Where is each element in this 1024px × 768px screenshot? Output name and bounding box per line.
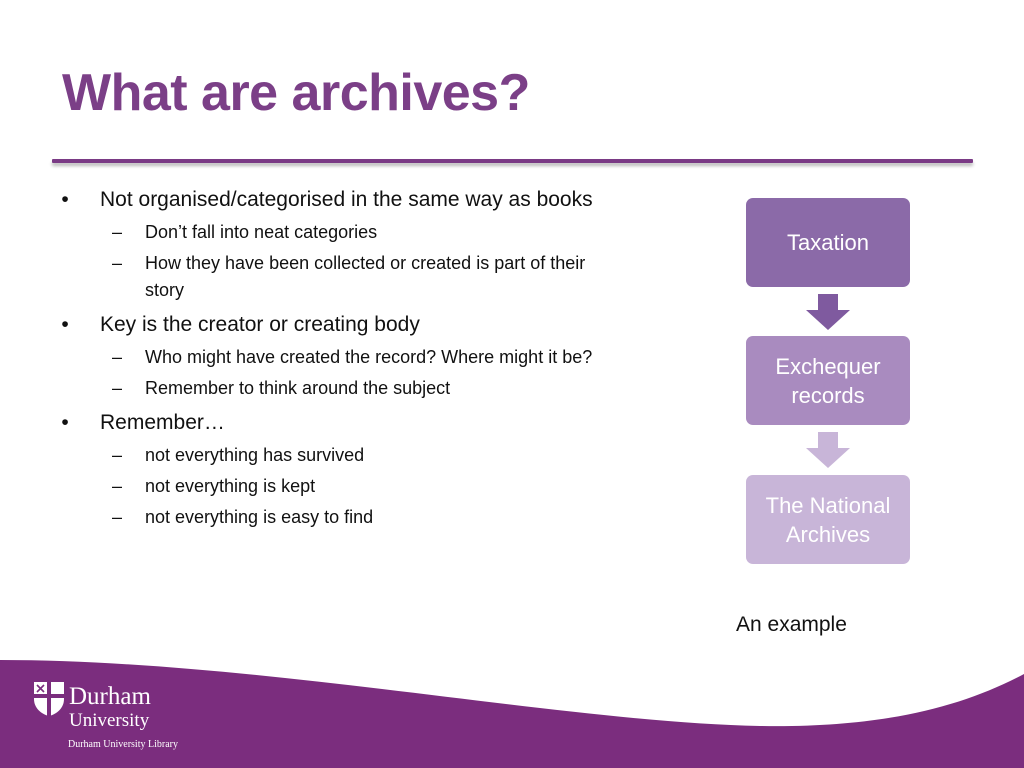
dash-marker: – <box>112 476 123 496</box>
sub-bullet-item <box>58 219 618 246</box>
sub-bullet-item <box>58 473 618 500</box>
sub-bullet-text: not everything has survived <box>145 445 365 465</box>
dash-marker: – <box>112 253 123 273</box>
logo-wordmark: Durham <box>69 683 151 710</box>
bullet-text: Key is the creator or creating body <box>100 313 420 336</box>
bullet-text: Not organised/categorised in the same way as books <box>100 188 593 211</box>
bullet-marker: • <box>61 188 69 211</box>
bullet-text: Remember… <box>100 411 225 434</box>
bullet-marker: • <box>61 313 69 336</box>
dash-marker: – <box>112 507 123 527</box>
crest-icon <box>33 681 65 717</box>
dash-marker: – <box>112 378 123 398</box>
sub-bullet-item <box>58 250 618 304</box>
library-name: Durham University Library <box>68 739 178 750</box>
bullet-list <box>58 185 618 531</box>
university-logo <box>33 681 193 755</box>
diagram-caption: An example <box>736 613 847 636</box>
down-arrow-icon <box>806 432 850 468</box>
process-box-exchequer-records <box>746 336 910 425</box>
sub-bullet-text: Remember to think around the subject <box>145 378 451 398</box>
dash-marker: – <box>112 222 123 242</box>
logo-subtitle: University <box>69 710 150 731</box>
process-box-taxation <box>746 198 910 287</box>
slide-title: What are archives? <box>62 64 530 122</box>
bullet-marker: • <box>61 411 69 434</box>
bullet-item <box>58 310 618 340</box>
process-box-label: The National Archives <box>765 492 891 547</box>
sub-bullet-item <box>58 442 618 469</box>
dash-marker: – <box>112 347 123 367</box>
bullet-item <box>58 408 618 438</box>
process-box-label: Exchequer records <box>775 353 881 408</box>
sub-bullet-item <box>58 344 618 371</box>
dash-marker: – <box>112 445 123 465</box>
process-box-national-archives <box>746 475 910 564</box>
process-box-label: Taxation <box>787 230 869 255</box>
sub-bullet-text: How they have been collected or created is part of their story <box>145 253 586 300</box>
sub-bullet-text: not everything is kept <box>145 476 316 496</box>
down-arrow-icon <box>806 294 850 330</box>
sub-bullet-item <box>58 375 618 402</box>
sub-bullet-item <box>58 504 618 531</box>
sub-bullet-text: not everything is easy to find <box>145 507 374 527</box>
title-divider <box>52 159 973 163</box>
sub-bullet-text: Who might have created the record? Where might it be? <box>145 347 593 367</box>
sub-bullet-text: Don’t fall into neat categories <box>145 222 378 242</box>
bullet-item <box>58 185 618 215</box>
